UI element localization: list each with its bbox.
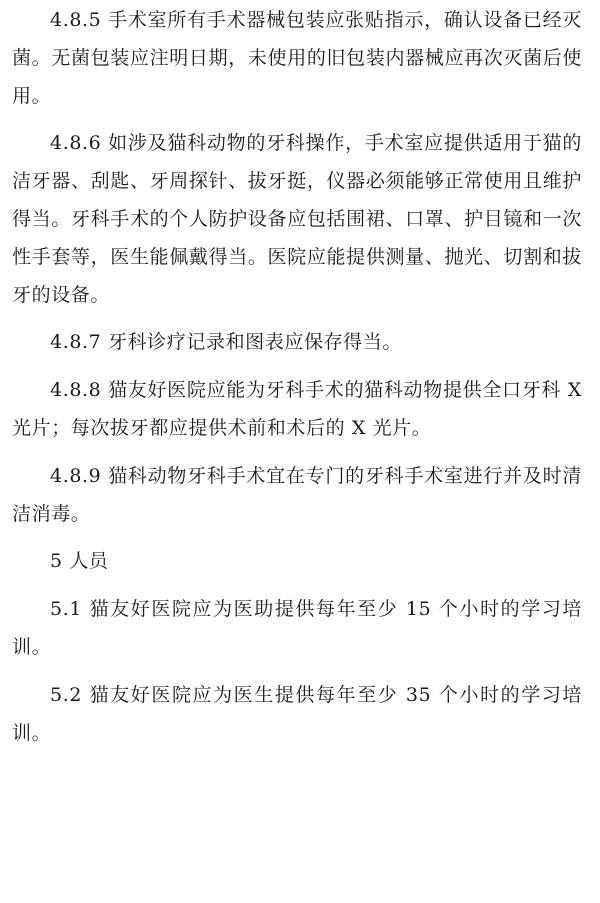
- clause-4-8-7: 4.8.7 牙科诊疗记录和图表应保存得当。: [50, 331, 402, 354]
- clause-4-8-9: 4.8.9 猫科动物牙科手术宜在专门的牙科手术室进行并及时清洁消毒。: [12, 464, 582, 525]
- clause-5-2: 5.2 猫友好医院应为医生提供每年至少 35 个小时的学习培训。: [12, 683, 582, 744]
- clause-4-8-6: 4.8.6 如涉及猫科动物的牙科操作，手术室应提供适用于猫的洁牙器、刮匙、牙周探针、拔牙挺，仪器必须能够正常使用且维护得当。牙科手术的个人防护设备应包括围裙、口罩、护目镜和一次性手套等，医生能佩戴得当。医院应能提供测量、抛光、切割和拔牙的设备。: [12, 132, 582, 306]
- section-5-heading: 5 人员: [50, 550, 109, 573]
- clause-4-8-8: 4.8.8 猫友好医院应能为牙科手术的猫科动物提供全口牙科 X 光片；每次拔牙都应提供术前和术后的 X 光片。: [12, 379, 582, 439]
- clause-4-8-5: 4.8.5 手术室所有手术器械包装应张贴指示，确认设备已经灭菌。无菌包装应注明日期，未使用的旧包装内器械应再次灭菌后使用。: [12, 9, 582, 107]
- clause-5-1: 5.1 猫友好医院应为医助提供每年至少 15 个小时的学习培训。: [12, 598, 582, 658]
